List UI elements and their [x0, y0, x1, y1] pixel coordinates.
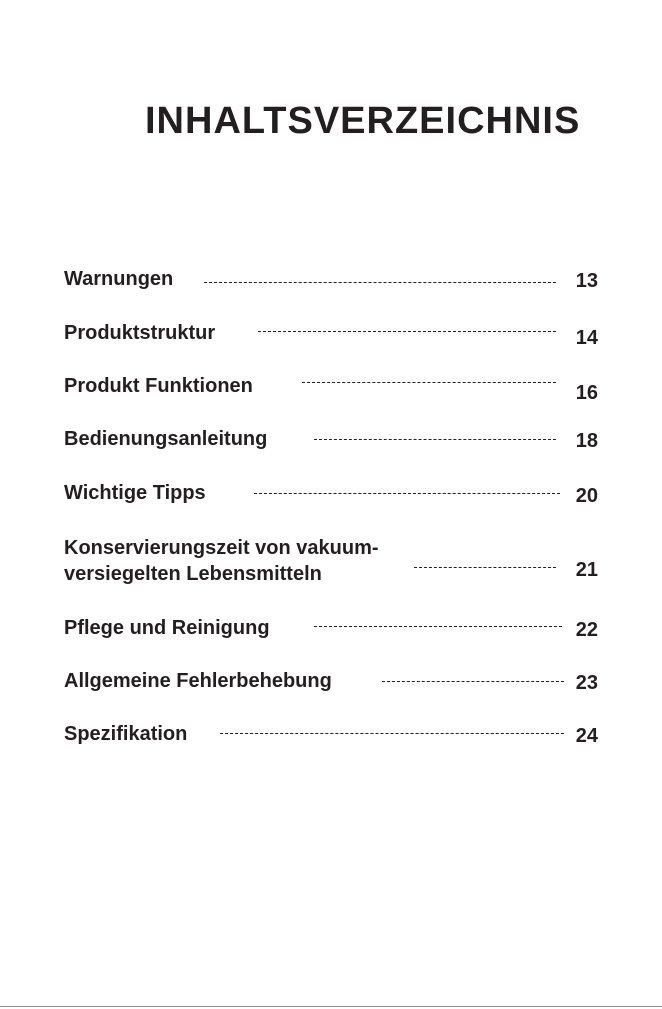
toc-entry-label-line2: versiegelten Lebensmitteln: [64, 563, 322, 585]
toc-entry-label: Produkt Funktionen: [64, 375, 253, 397]
toc-entry-label: Warnungen: [64, 268, 174, 290]
toc-leader-dots: [254, 493, 560, 494]
toc-entry-label: Pflege und Reinigung: [64, 617, 270, 639]
toc-entry-label: Produktstruktur: [64, 322, 216, 344]
toc-entry-wichtige-tipps[interactable]: [64, 481, 598, 511]
toc-page-number: 21: [575, 559, 598, 581]
toc-page-number: 20: [575, 485, 598, 507]
page-bottom-rule: [0, 1006, 662, 1007]
toc-page-number: 24: [575, 725, 598, 747]
toc-leader-dots: [414, 567, 556, 568]
page-title: INHALTSVERZEICHNIS: [145, 100, 581, 142]
toc-entry-label: Wichtige Tipps: [64, 482, 206, 504]
toc-leader-dots: [314, 439, 556, 440]
toc-leader-dots: [220, 733, 564, 734]
toc-entry-produktstruktur[interactable]: [64, 321, 598, 351]
toc-entry-label: Allgemeine Fehlerbehebung: [64, 670, 332, 692]
toc-page-number: 13: [575, 270, 598, 292]
toc-page-number: 23: [575, 672, 598, 694]
toc-page-number: 22: [575, 619, 598, 641]
toc-leader-dots: [204, 282, 556, 283]
toc-leader-dots: [314, 626, 562, 627]
toc-leader-dots: [302, 382, 556, 383]
toc-page-number: 18: [575, 430, 598, 452]
toc-entry-label: Spezifikation: [64, 723, 188, 745]
toc-leader-dots: [258, 331, 556, 332]
toc-entry-produkt-funktionen[interactable]: [64, 374, 598, 404]
toc-page-number: 16: [575, 382, 598, 404]
toc-entry-bedienungsanleitung[interactable]: [64, 427, 598, 457]
toc-page-number: 14: [575, 327, 598, 349]
toc-entry-spezifikation[interactable]: [64, 722, 598, 752]
toc-entry-label: Bedienungsanleitung: [64, 428, 268, 450]
toc-leader-dots: [382, 681, 564, 682]
toc-entry-konservierungszeit[interactable]: [64, 535, 598, 591]
toc-entry-label-line1: Konservierungszeit von vakuum-: [64, 537, 379, 559]
toc-entry-pflege-und-reinigung[interactable]: [64, 616, 598, 646]
toc-entry-warnungen[interactable]: [64, 267, 598, 297]
toc-entry-allgemeine-fehlerbehebung[interactable]: [64, 669, 598, 699]
